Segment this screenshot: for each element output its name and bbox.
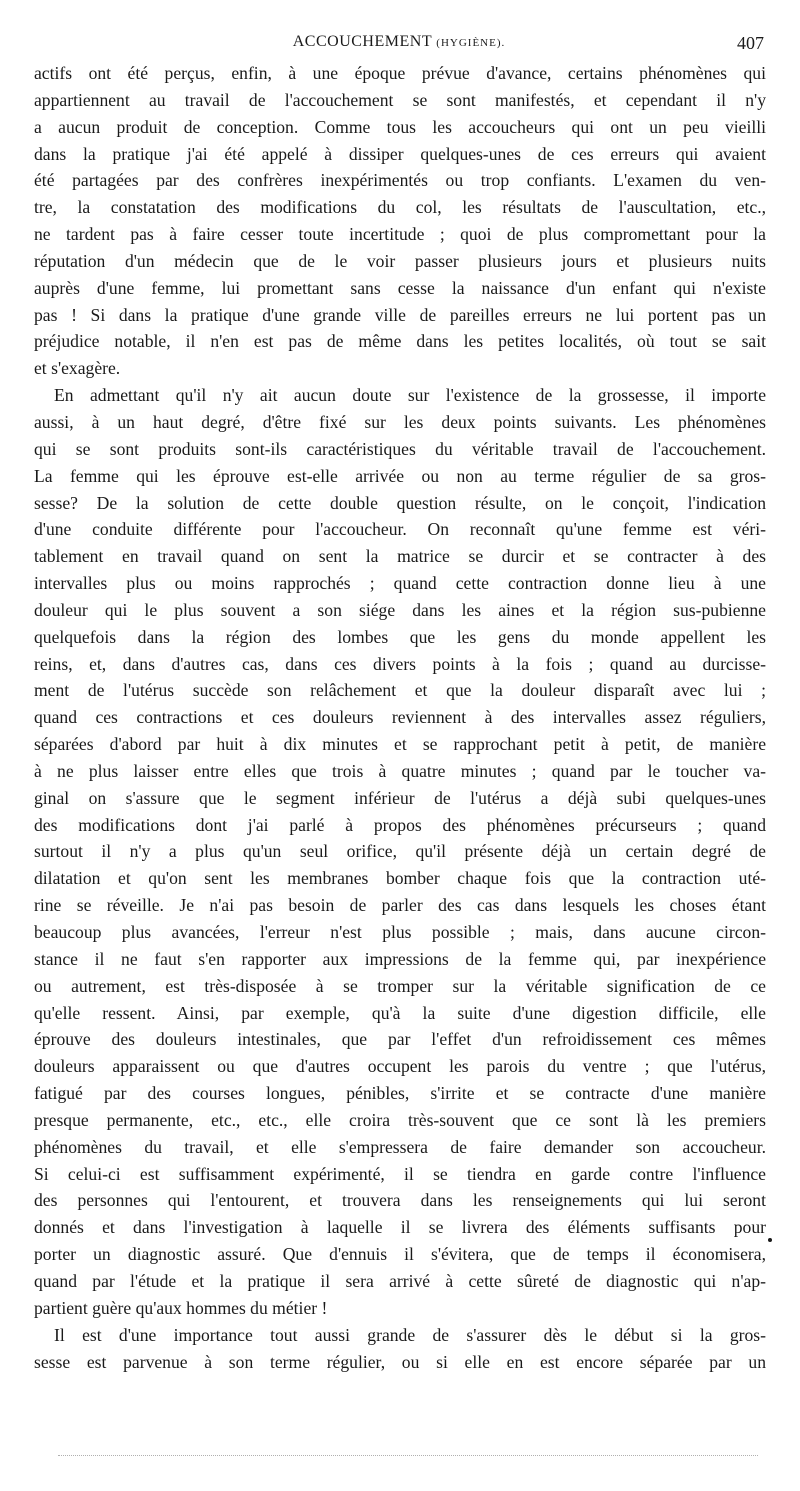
- text-line: dilatation et qu'on sent les membranes bomber chaque fois que la contraction uté-: [34, 868, 766, 889]
- text-line: des modifications dont j'ai parlé à propos des phénomènes précurseurs ; quand: [34, 814, 766, 835]
- text-line: éprouve des douleurs intestinales, que par l'effet d'un refroidissement ces mêmes: [34, 1029, 766, 1050]
- text-line: appartiennent au travail de l'accouchement se sont manifestés, et cependant il n'y: [34, 89, 766, 110]
- text-line: quand par l'étude et la pratique il sera arrivé à cette sûreté de diagnostic qui n'ap-: [34, 1270, 766, 1291]
- text-line: qui se sont produits sont-ils caractéristiques du véritable travail de l'accouchement.: [34, 438, 766, 459]
- running-head: [34, 33, 764, 55]
- text-line: tre, la constatation des modifications du col, les résultats de l'auscultation, etc.,: [34, 197, 766, 218]
- text-line: préjudice notable, il n'en est pas de même dans les petites localités, où tout se sait: [34, 331, 766, 352]
- text-line: quand ces contractions et ces douleurs reviennent à des intervalles assez réguliers,: [34, 707, 766, 728]
- paragraph-end-line: et s'exagère.: [34, 358, 121, 379]
- text-line: fatigué par des courses longues, pénibles, s'irrite et se contracte d'une manière: [34, 1083, 766, 1104]
- body-text: [34, 60, 766, 1375]
- text-line: La femme qui les éprouve est-elle arrivée ou non au terme régulier de sa gros-: [34, 465, 766, 486]
- page-number: 407: [737, 33, 764, 53]
- chapter-title: ACCOUCHEMENT: [292, 33, 432, 50]
- text-line: porter un diagnostic assuré. Que d'ennuis il s'évitera, que de temps il économisera,: [34, 1244, 766, 1265]
- text-line: donnés et dans l'investigation à laquelle il se livrera des éléments suffisants pour: [34, 1217, 766, 1238]
- running-title: [34, 33, 764, 51]
- text-line: été partagées par des confrères inexpérimentés ou trop confiants. L'examen du ven-: [34, 170, 766, 191]
- text-line: sesse? De la solution de cette double question résulte, on le conçoit, l'indication: [34, 492, 766, 513]
- text-line: intervalles plus ou moins rapprochés ; quand cette contraction donne lieu à une: [34, 573, 766, 594]
- paragraph-end-line: partient guère qu'aux hommes du métier !: [34, 1297, 328, 1318]
- text-line: séparées d'abord par huit à dix minutes et se rapprochant petit à petit, de manière: [34, 734, 766, 755]
- text-line: auprès d'une femme, lui promettant sans cesse la naissance d'un enfant qui n'existe: [34, 277, 766, 298]
- text-line: réputation d'un médecin que de le voir passer plusieurs jours et plusieurs nuits: [34, 250, 766, 271]
- text-line: beaucoup plus avancées, l'erreur n'est plus possible ; mais, dans aucune circon-: [34, 922, 766, 942]
- text-line: surtout il n'y a plus qu'un seul orifice, qu'il présente déjà un certain degré de: [34, 841, 766, 862]
- text-line: quelquefois dans la région des lombes que les gens du monde appellent les: [34, 626, 766, 647]
- chapter-subtitle: (HYGIÈNE).: [436, 37, 506, 49]
- text-line: ginal on s'assure que le segment inférieur de l'utérus a déjà subi quelques-unes: [34, 787, 766, 808]
- text-line: qu'elle ressent. Ainsi, par exemple, qu'à la suite d'une digestion difficile, elle: [34, 1002, 766, 1023]
- ink-speck: [768, 1238, 772, 1242]
- text-line: dans la pratique j'ai été appelé à dissiper quelques-unes de ces erreurs qui avaient: [34, 143, 766, 164]
- text-line: rine se réveille. Je n'ai pas besoin de parler des cas dans lesquels les choses étant: [34, 895, 766, 916]
- text-line: tablement en travail quand on sent la matrice se durcir et se contracter à des: [34, 546, 766, 567]
- text-line: ment de l'utérus succède son relâchement et que la douleur disparaît avec lui ;: [34, 680, 766, 701]
- bottom-rule: [58, 1455, 758, 1456]
- paragraph-start-line: En admettant qu'il n'y ait aucun doute sur l'existence de la grossesse, il importe: [54, 385, 766, 406]
- text-line: aussi, à un haut degré, d'être fixé sur les deux points suivants. Les phénomènes: [34, 411, 766, 432]
- text-line: ne tardent pas à faire cesser toute incertitude ; quoi de plus compromettant pour la: [34, 224, 766, 245]
- text-line: reins, et, dans d'autres cas, dans ces divers points à la fois ; quand au durcisse-: [34, 653, 766, 674]
- text-line: a aucun produit de conception. Comme tous les accoucheurs qui ont un peu vieilli: [34, 116, 766, 137]
- text-line: douleur qui le plus souvent a son siége dans les aines et la région sus-pubienne: [34, 599, 766, 620]
- text-line: d'une conduite différente pour l'accoucheur. On reconnaît qu'une femme est véri-: [34, 519, 766, 540]
- text-line: presque permanente, etc., etc., elle croira très-souvent que ce sont là les premiers: [34, 1109, 766, 1130]
- text-line: des personnes qui l'entourent, et trouvera dans les renseignements qui lui seront: [34, 1190, 766, 1211]
- text-line: à ne plus laisser entre elles que trois à quatre minutes ; quand par le toucher va-: [34, 760, 766, 781]
- paragraph-start-line: Il est d'une importance tout aussi grande de s'assurer dès le début si la gros-: [54, 1324, 766, 1345]
- text-line: douleurs apparaissent ou que d'autres occupent les parois du ventre ; que l'utérus,: [34, 1056, 766, 1077]
- text-line: ou autrement, est très-disposée à se tromper sur la véritable signification de ce: [34, 975, 766, 996]
- text-line: actifs ont été perçus, enfin, à une époque prévue d'avance, certains phénomènes qui: [34, 63, 766, 83]
- text-line: sesse est parvenue à son terme régulier, ou si elle en est encore séparée par un: [34, 1351, 766, 1372]
- text-line: phénomènes du travail, et elle s'empressera de faire demander son accoucheur.: [34, 1136, 766, 1157]
- text-line: Si celui-ci est suffisamment expérimenté, il se tiendra en garde contre l'influence: [34, 1163, 766, 1184]
- text-line: stance il ne faut s'en rapporter aux impressions de la femme qui, par inexpérience: [34, 948, 766, 969]
- text-line: pas ! Si dans la pratique d'une grande ville de pareilles erreurs ne lui portent pas un: [34, 304, 766, 325]
